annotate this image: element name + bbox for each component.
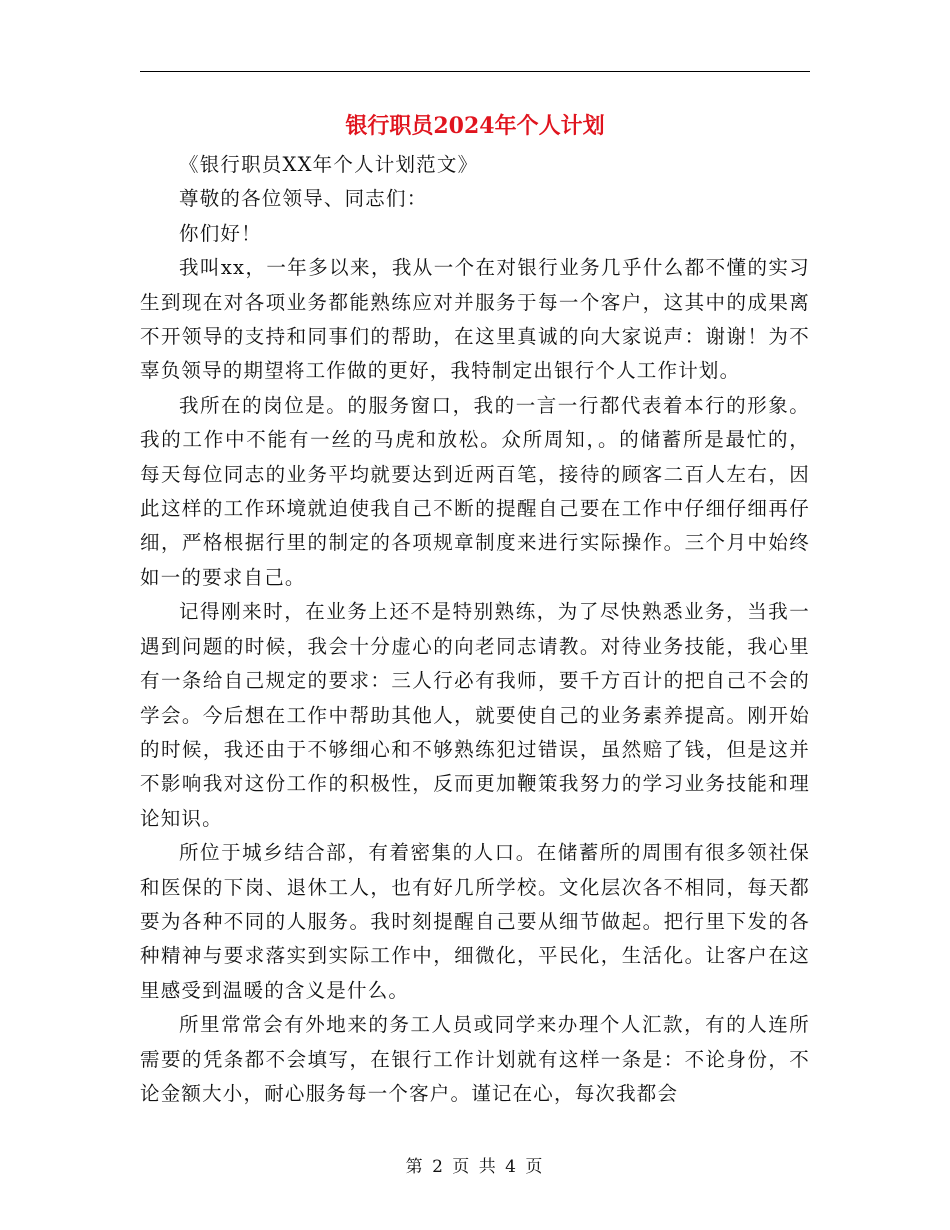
- document-title: 银行职员2024年个人计划: [345, 113, 605, 139]
- paragraph-salutation: 尊敬的各位领导、同志们：: [179, 187, 428, 211]
- paragraph-subtitle: 《银行职员XX年个人计划范文》: [179, 153, 479, 176]
- paragraph-intro: 我叫xx，一年多以来，我从一个在对银行业务几乎什么都不懂的实习生到现在对各项业务都能熟练应对并服务于每一个客户，这其中的成果离不开领导的支持和同事们的帮助，在这里真诚的向大家说声：谢谢！为不辜负领导的期望将工作做的更好，我特制定出银行个人工作计划。: [140, 256, 810, 383]
- paragraph-position: 我所在的岗位是。的服务窗口，我的一言一行都代表着本行的形象。我的工作中不能有一丝的马虎和放松。众所周知，。的储蓄所是最忙的，每天每位同志的业务平均就要达到近两百笔，接待的顾客二百人左右，因此这样的工作环境就迫使我自己不断的提醒自己要在工作中仔细仔细再仔细，严格根据行里的制定的各项规章制度来进行实际操作。三个月中始终如一的要求自己。: [140, 393, 810, 589]
- document-body: [140, 148, 810, 1111]
- paragraph-location: 所位于城乡结合部，有着密集的人口。在储蓄所的周围有很多领社保和医保的下岗、退休工人，也有好几所学校。文化层次各不相同，每天都要为各种不同的人服务。我时刻提醒自己要从细节做起。把行里下发的各种精神与要求落实到实际工作中，细微化，平民化，生活化。让客户在这里感受到温暖的含义是什么。: [140, 841, 810, 1002]
- page-number-footer: 第 2 页 共 4 页: [405, 1157, 545, 1177]
- header-rule: [140, 71, 810, 72]
- paragraph-service: 所里常常会有外地来的务工人员或同学来办理个人汇款，有的人连所需要的凭条都不会填写，在银行工作计划就有这样一条是：不论身份，不论金额大小，耐心服务每一个客户。谨记在心，每次我都会: [140, 1013, 810, 1105]
- paragraph-learning: 记得刚来时，在业务上还不是特别熟练，为了尽快熟悉业务，当我一遇到问题的时候，我会十分虚心的向老同志请教。对待业务技能，我心里有一条给自己规定的要求：三人行必有我师，要千方百计的把自己不会的学会。今后想在工作中帮助其他人，就要使自己的业务素养提高。刚开始的时候，我还由于不够细心和不够熟练犯过错误，虽然赔了钱，但是这并不影响我对这份工作的积极性，反而更加鞭策我努力的学习业务技能和理论知识。: [140, 600, 810, 830]
- paragraph-greeting: 你们好！: [179, 221, 262, 245]
